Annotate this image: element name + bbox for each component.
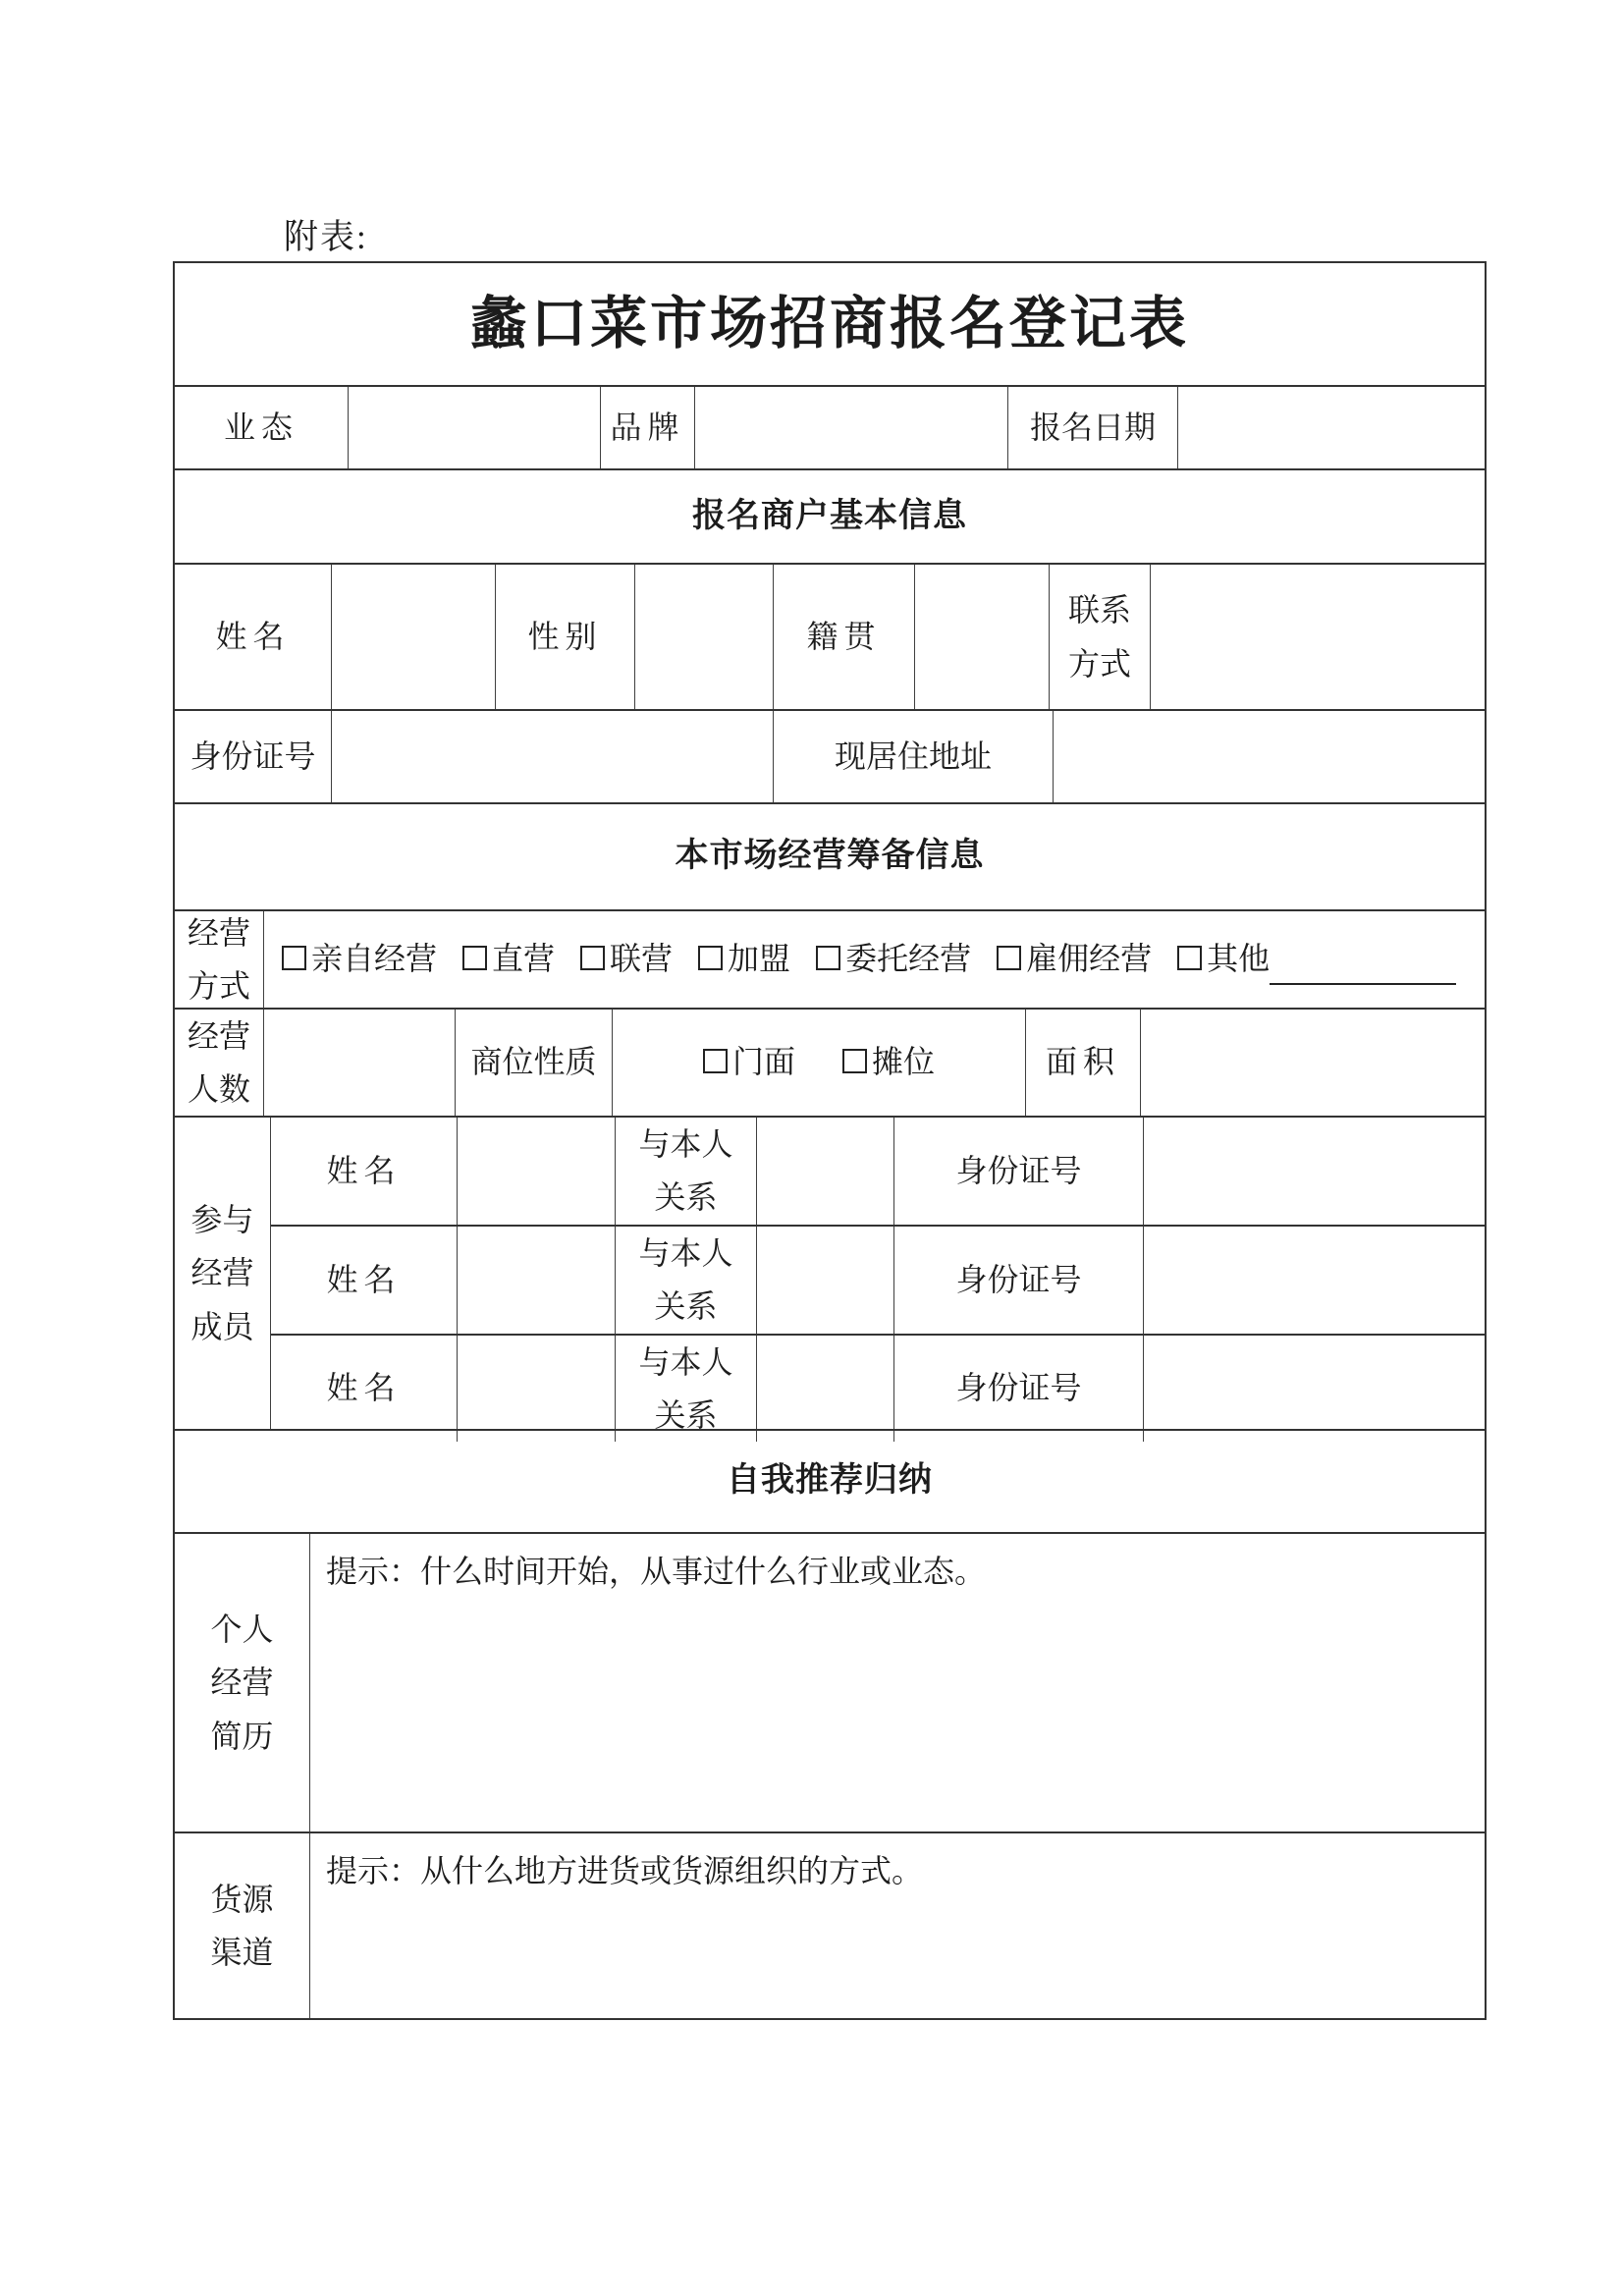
address-label: 现居住地址 xyxy=(773,711,1053,802)
operation-mode-label: 经营方式 xyxy=(187,914,250,1004)
title-row xyxy=(175,263,1485,385)
resume-hint: 提示：什么时间开始，从事过什么行业或业态。 xyxy=(326,1554,987,1589)
checkbox-option[interactable]: 摊位 xyxy=(842,1037,935,1087)
resume-row xyxy=(175,1532,1485,1831)
checkbox-option[interactable]: 委托经营 xyxy=(816,934,971,984)
contact-value-cell[interactable] xyxy=(1150,565,1485,709)
supply-label: 货源渠道 xyxy=(210,1881,274,1970)
member-relation-label: 与本人关系 xyxy=(615,1336,756,1443)
address-value-cell[interactable] xyxy=(1053,711,1485,802)
member-id-label: 身份证号 xyxy=(893,1336,1143,1443)
stall-type-label: 商位性质 xyxy=(455,1010,612,1116)
member-row xyxy=(271,1118,1485,1225)
member-relation-label: 与本人关系 xyxy=(615,1118,756,1225)
member-id-label: 身份证号 xyxy=(893,1227,1143,1334)
operation-staff-label: 经营人数 xyxy=(187,1017,250,1107)
registration-form-table xyxy=(173,261,1487,2020)
checkbox-option[interactable]: 亲自经营 xyxy=(282,934,437,984)
native-place-label: 籍贯 xyxy=(773,565,914,709)
checkbox-option[interactable]: 加盟 xyxy=(698,934,790,984)
category-value-cell[interactable] xyxy=(348,387,600,468)
name-label: 姓名 xyxy=(215,618,291,654)
native-place-value-cell[interactable] xyxy=(914,565,1049,709)
section-basic-info: 报名商户基本信息 xyxy=(175,468,1485,563)
checkbox-icon[interactable] xyxy=(816,946,840,970)
supply-hint: 提示：从什么地方进货或货源组织的方式。 xyxy=(326,1853,924,1888)
member-name-value-cell[interactable] xyxy=(457,1118,615,1225)
checkbox-icon[interactable] xyxy=(842,1049,867,1073)
member-relation-label: 与本人关系 xyxy=(615,1227,756,1334)
member-name-label: 姓名 xyxy=(326,1261,402,1297)
member-row xyxy=(271,1334,1485,1443)
member-name-label: 姓名 xyxy=(326,1370,402,1406)
checkbox-icon[interactable] xyxy=(1177,946,1202,970)
member-row xyxy=(271,1225,1485,1334)
area-label: 面积 xyxy=(1025,1010,1140,1116)
member-relation-value-cell[interactable] xyxy=(756,1336,893,1443)
checkbox-icon[interactable] xyxy=(282,946,306,970)
checkbox-icon[interactable] xyxy=(462,946,487,970)
id-number-value-cell[interactable] xyxy=(331,711,773,802)
member-id-value-cell[interactable] xyxy=(1143,1336,1485,1443)
id-number-label: 身份证号 xyxy=(189,738,316,774)
other-fill-in-line[interactable] xyxy=(1270,948,1456,984)
form-title: 蠡口菜市场招商报名登记表 xyxy=(469,291,1189,355)
checkbox-icon[interactable] xyxy=(580,946,605,970)
members-row xyxy=(175,1116,1485,1433)
supply-text-area[interactable] xyxy=(309,1833,1485,2018)
member-id-value-cell[interactable] xyxy=(1143,1227,1485,1334)
gender-value-cell[interactable] xyxy=(634,565,773,709)
member-id-value-cell[interactable] xyxy=(1143,1118,1485,1225)
checkbox-option[interactable]: 雇佣经营 xyxy=(997,934,1152,984)
operation-staff-row xyxy=(175,1008,1485,1116)
member-id-label: 身份证号 xyxy=(893,1118,1143,1225)
top-info-row xyxy=(175,385,1485,468)
person-info-row xyxy=(175,563,1485,709)
member-relation-value-cell[interactable] xyxy=(756,1227,893,1334)
category-label: 业态 xyxy=(223,409,298,445)
resume-label: 个人经营简历 xyxy=(210,1611,274,1754)
operation-mode-row xyxy=(175,909,1485,1008)
operation-staff-value-cell[interactable] xyxy=(263,1010,455,1116)
section-self-recommendation: 自我推荐归纳 xyxy=(175,1429,1485,1532)
checkbox-icon[interactable] xyxy=(997,946,1021,970)
checkbox-option[interactable]: 联营 xyxy=(580,934,673,984)
checkbox-option[interactable]: 直营 xyxy=(462,934,555,984)
attachment-note: 附表: xyxy=(284,218,368,256)
member-name-label: 姓名 xyxy=(326,1152,402,1188)
member-name-value-cell[interactable] xyxy=(457,1336,615,1443)
checkbox-option[interactable]: 门面 xyxy=(703,1037,795,1087)
checkbox-icon[interactable] xyxy=(698,946,723,970)
member-name-value-cell[interactable] xyxy=(457,1227,615,1334)
members-subtable xyxy=(270,1118,1485,1433)
member-relation-value-cell[interactable] xyxy=(756,1118,893,1225)
supply-row xyxy=(175,1831,1485,2018)
brand-label: 品牌 xyxy=(600,387,694,468)
members-label: 参与经营成员 xyxy=(190,1201,254,1344)
operation-mode-options xyxy=(263,911,1485,1008)
resume-text-area[interactable] xyxy=(309,1534,1485,1831)
id-address-row xyxy=(175,709,1485,802)
checkbox-icon[interactable] xyxy=(703,1049,728,1073)
area-value-cell[interactable] xyxy=(1140,1010,1485,1116)
contact-label: 联系方式 xyxy=(1049,565,1150,709)
gender-label: 性别 xyxy=(495,565,634,709)
name-value-cell[interactable] xyxy=(331,565,495,709)
signup-date-label: 报名日期 xyxy=(1007,387,1177,468)
stall-type-options xyxy=(612,1010,1025,1116)
checkbox-option-other[interactable]: 其他 xyxy=(1177,934,1456,984)
brand-value-cell[interactable] xyxy=(694,387,1007,468)
section-market-prep: 本市场经营筹备信息 xyxy=(175,802,1485,909)
signup-date-value-cell[interactable] xyxy=(1177,387,1485,468)
